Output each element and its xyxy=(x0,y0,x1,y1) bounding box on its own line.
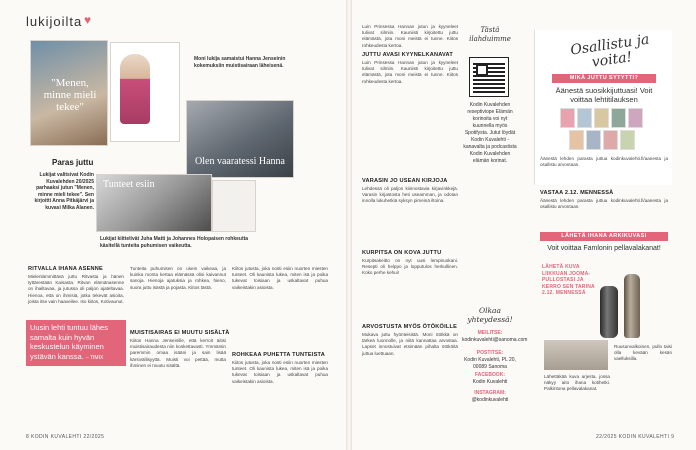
pull-quote: Uusin lehti tuntuu lähes samalta kuin hyvän keskustelun käyminen ystävän kanssa. – TIMIX xyxy=(26,320,126,366)
bottle-photo xyxy=(600,286,618,338)
qr-code-icon xyxy=(470,58,508,96)
mini-cover xyxy=(620,130,635,150)
section-heading: JUTTU AVASI KYYNELKANAVAT xyxy=(362,52,453,58)
caption-bottom: Lukijat kiittelivät Juha Matti ja Johannes Holopaisen rohkeutta käsitellä tunteita puhumisen vaikeutta. xyxy=(100,236,249,249)
heart-icon: ♥ xyxy=(84,13,92,27)
post-label: POSTITSE: xyxy=(476,350,504,356)
section-heading: KURPITSA ON KOVA JUTTU xyxy=(362,250,442,256)
qr-text: Kodin Kuvalehden reseptiviope Elämän korinoita voi nyt kuunnella myös Spotifysta. Jutut löydät Kodin Kuvalehti -kanavalta ja podcastista Kodin Kuvalehden elämän korinat. xyxy=(463,102,517,164)
mini-cover xyxy=(569,130,584,150)
magazine-cover-4 xyxy=(96,174,212,232)
mini-cover xyxy=(586,130,601,150)
mini-cover xyxy=(594,108,609,128)
prize-caption-bottom: Lähettäkää kuva arjesta, jossa näkyy aito ihana kotihetki. Palkintona pellavalakanat. xyxy=(544,374,610,392)
section-heading: RITVALLA IHANA ASENNE xyxy=(28,266,103,272)
cover-1-title: "Menen, minne mieli tekee" xyxy=(43,77,97,113)
contest-vote: Äänestä suosikkijuttuasi! Voit voittaa lehtitilauksen xyxy=(555,86,653,104)
mini-cover xyxy=(560,108,575,128)
email-address[interactable]: kodinkuvalehti@sanoma.com xyxy=(462,337,528,343)
contact-heading: Olkaa yhteydessä! xyxy=(467,306,513,324)
body-text: Kiitos Hanna Jenseinille, että kerroit äitisi muistisairaudesta niin koskettavasti. Ymmärsin paremmin omaa isääni ja sain lisää kärsivällisyyttä. Muisti voi pettää, mutta ihminen ei muutu sisältä. xyxy=(130,338,226,368)
qr-heading: Tästä ilahduimme xyxy=(469,26,511,43)
page-gutter xyxy=(346,0,352,450)
magazine-cover-3 xyxy=(186,100,294,178)
mini-cover xyxy=(611,108,626,128)
mini-cover xyxy=(577,108,592,128)
folio-left: 8 KODIN KUVALEHTI 22/2025 xyxy=(26,434,105,440)
facebook-handle[interactable]: Kodin Kuvalehti xyxy=(472,379,508,385)
prize-caption: Ruusunvalkoinen, pullo taisi olla kevään kesän vaelluksilla. xyxy=(614,344,672,362)
caption-top-right: Moni lukija samaistui Hanna Jenseinin kokemuksiin muistisairaan läheisenä. xyxy=(194,56,286,69)
body-text: Kiitos jutusta, joka nosti esiin nuorten miesten tunteet. Oli kaunista lukea, miten isä ja poika tukevat toisiaan ja uskaltavat puhua vaikeistakin asioista. xyxy=(232,266,328,290)
post-address: Kodin Kuvalehti, PL 20, 00089 Sanoma xyxy=(464,357,516,370)
body-text: Lehdessä oli paljon kiinnostavia kirjavinkkejä. Varasin kirjastosta heti useamman, ja odotan innolla lukuhetkiä syksyn pimeinä iltoina. xyxy=(362,186,458,204)
section-heading: MUISTISAIRAS EI MUUTU SISÄLTÄ xyxy=(130,330,230,336)
best-story-title: Paras juttu xyxy=(52,158,94,167)
body-text: Luin Prinsessa Hannan jutun ja kyyneleet tulivat silmiin. Kauniisti kirjoitettu juttu elämästä, jota moni meistä ei tunne. Kiitos rohkeudesta kertoa. xyxy=(362,60,458,84)
body-text: Kurpitsakeitto on nyt uusi lempiruokani. Resepti oli helppo ja lopputulos herkullinen. Koko perhe kehui! xyxy=(362,258,458,276)
mini-cover xyxy=(628,108,643,128)
facebook-label: FACEBOOK: xyxy=(475,372,505,378)
body-text: Tunteita puhumisen on usein vaikeaa, ja kuinka monta kertaa elämässä olisi kaivannut sanoja. Hienoja ajatuksia ja rohkea, hieno, suora juttu isästä ja pojasta. Kiitos tästä. xyxy=(130,266,226,290)
section-heading: ARVOSTUSTA MYÖS ÖTÖKÖILLE xyxy=(362,324,458,330)
contest-body: Äänestä lehden parasta juttua kodinkuvalehti.fi/aanesta ja osallistu arvontaan. xyxy=(540,198,668,210)
lifestyle-photo xyxy=(544,340,608,370)
contest-bar: MIKÄ JUTTU SYTYTTI? xyxy=(552,74,656,83)
magazine-cover-1 xyxy=(30,40,108,146)
portrait-photo xyxy=(120,54,150,124)
instagram-handle[interactable]: @kodinkuvalehti xyxy=(471,397,509,403)
section-heading: ROHKEAA PUHETTA TUNTEISTA xyxy=(232,352,325,358)
email-label: MEILITSE: xyxy=(477,330,503,336)
contest-small-text: Äänestä lehden parasta juttua kodinkuvalehti.fi/aanesta ja osallistu arvontaan. xyxy=(540,156,668,168)
body-text: Luin Prinsessa Hannan jutun ja kyyneleet tulivat silmiin. Kauniisti kirjoitettu juttu elämästä, jota moni meistä ei tunne. Kiitos rohkeudesta kertoa. xyxy=(362,24,458,48)
contest-due: VASTAA 2.12. MENNESSÄ xyxy=(540,190,614,196)
cover-4-title: Tunteet esiin xyxy=(103,179,155,190)
body-text: Mukava juttu hyönteisistä. Moni ötökkä on tärkeä luonnolle, ja niitä kannattaa arvostaa. Lapset innostuivat etsimään pihalta ötököitä juttua luettuaan. xyxy=(362,332,458,356)
magazine-cover-5 xyxy=(212,180,256,232)
instagram-label: INSTAGRAM: xyxy=(474,390,506,396)
body-text: Mielenlämmittävä juttu Ritvasta ja hänen tyttärestään Kaisasta. Ritvan elämänasenne on ihailtavaa, ja jutussa oli paljon ajateltavaa. Hienoa, että on ihmisiä, jotka tekevät asioita, joista itse vain haaveilee. Iso kiitos, Kotivaunut. xyxy=(28,274,124,304)
best-story-caption: Lukijat valitsivat Kodin Kuvalehden 20/2025 parhaaksi jutun "Menen, minne mieli tekee". Sen kirjoitti Anna Pitkäjärvi ja kuvasi Milka Alanen. xyxy=(34,172,94,211)
bottle-photo xyxy=(624,274,640,338)
section-brand: lukijoilta xyxy=(26,14,83,29)
contest-script-title: Osallistu ja voita! xyxy=(569,31,651,71)
contest-vote-2: Voit voittaa Famlonin pellavalakanat! xyxy=(547,245,661,252)
section-heading: VARASIN JO USEAN KIRJOJA xyxy=(362,178,448,184)
prize-title: LÄHETÄ KUVA LIIKKUAN JOOMA-PULLOSTASI JA KERRO SEN TARINA 2.12. MENNESSÄ xyxy=(542,264,595,296)
mini-cover xyxy=(603,130,618,150)
cover-3-title: Olen vaaratessi Hanna xyxy=(195,156,285,167)
body-text: Kiitos jutusta, joka nosti esiin nuorten miesten tunteet. Oli kaunista lukea, miten isä ja poika tukevat toisiaan ja uskaltavat puhua vaikeistakin asioista. xyxy=(232,360,328,384)
contest-bar-2: LÄHETÄ IHANA ARKIKUVASI xyxy=(540,232,668,241)
folio-right: 22/2025 KODIN KUVALEHTI 9 xyxy=(596,434,675,440)
